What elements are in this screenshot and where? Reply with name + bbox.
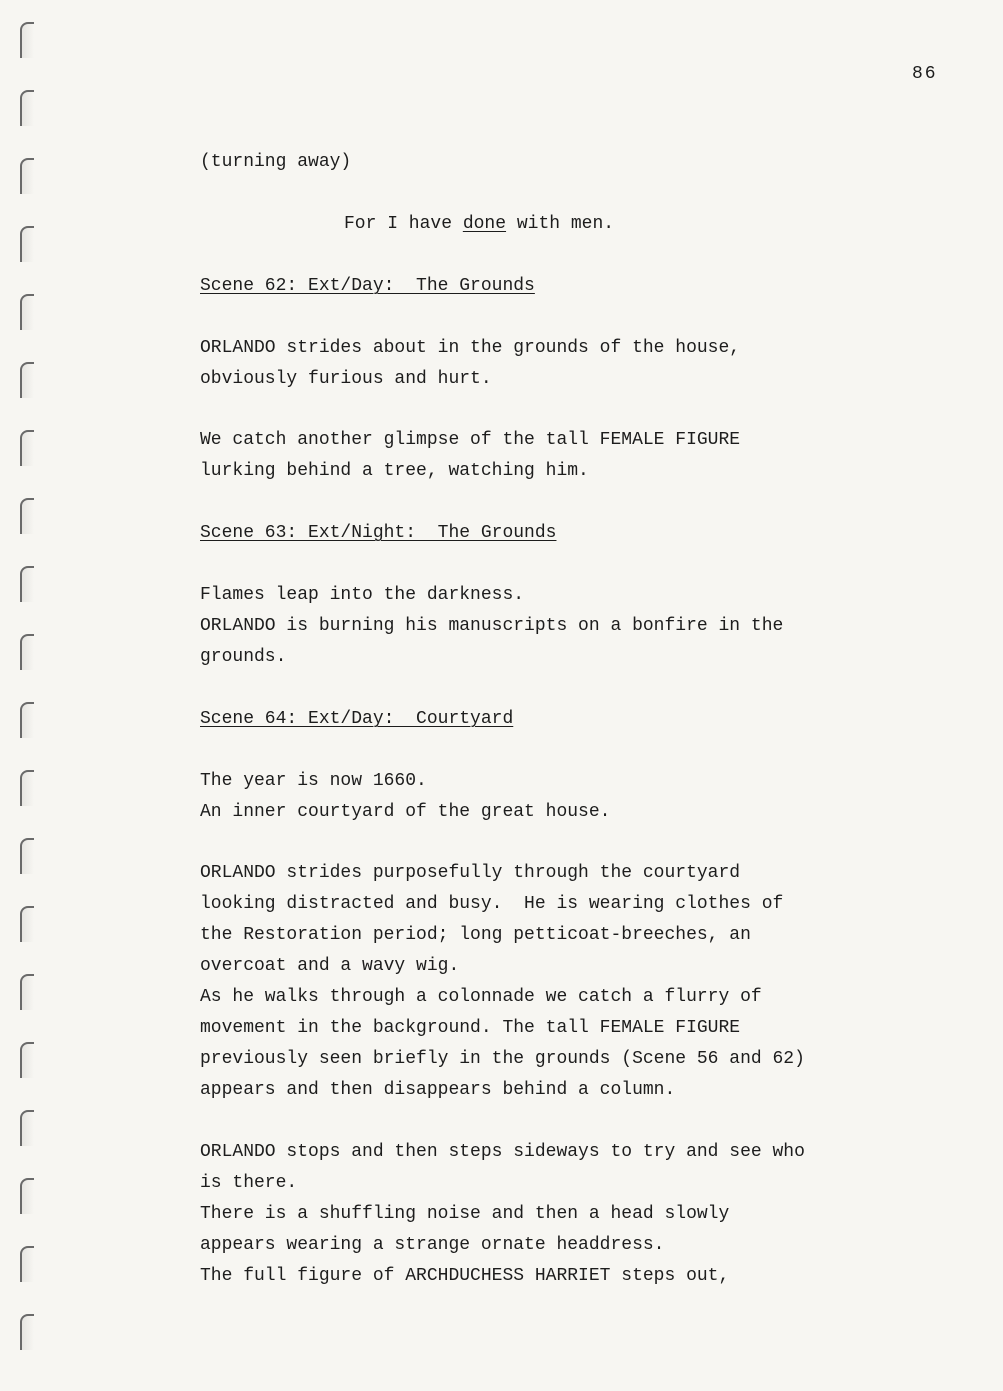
scene-64-line: As he walks through a colonnade we catch a flurry of — [200, 987, 762, 1007]
dialogue-before: For I have — [344, 214, 463, 234]
binding-hole — [20, 158, 34, 194]
binding-hole — [20, 498, 34, 534]
binding-hole — [20, 770, 34, 806]
scene-64-line: looking distracted and busy. He is wearing clothes of — [200, 894, 784, 914]
scene-63-heading: Scene 63: Ext/Night: The Grounds — [200, 523, 557, 543]
binding-hole — [20, 1178, 34, 1214]
scene-64-line: movement in the background. The tall FEMALE FIGURE — [200, 1018, 741, 1038]
binding-hole — [20, 634, 34, 670]
binding-hole — [20, 1042, 34, 1078]
page-number: 86 — [912, 64, 938, 84]
scene-64-line: previously seen briefly in the grounds (Scene 56 and 62) — [200, 1049, 805, 1069]
binding-hole — [20, 362, 34, 398]
scene-62-line: We catch another glimpse of the tall FEMALE FIGURE — [200, 430, 741, 450]
scene-64-line: The full figure of ARCHDUCHESS HARRIET steps out, — [200, 1266, 730, 1286]
scene-62-heading: Scene 62: Ext/Day: The Grounds — [200, 276, 535, 296]
scene-62-line: lurking behind a tree, watching him. — [200, 461, 589, 481]
scene-63-line: grounds. — [200, 647, 287, 667]
binding-hole — [20, 974, 34, 1010]
scene-63-line: Flames leap into the darkness. — [200, 585, 525, 605]
scene-64-line: There is a shuffling noise and then a head slowly — [200, 1204, 730, 1224]
scene-64-line: ORLANDO stops and then steps sideways to try and see who — [200, 1142, 805, 1162]
binding-hole — [20, 702, 34, 738]
binding-hole — [20, 430, 34, 466]
dialogue-after: with men. — [506, 214, 615, 234]
binding-hole — [20, 294, 34, 330]
binding-hole — [20, 226, 34, 262]
scene-64-line: the Restoration period; long petticoat-breeches, an — [200, 925, 751, 945]
binding-hole — [20, 906, 34, 942]
scene-64-line: is there. — [200, 1173, 298, 1193]
binding-hole — [20, 90, 34, 126]
spiral-binding — [14, 0, 44, 1391]
scene-64-line: An inner courtyard of the great house. — [200, 802, 611, 822]
binding-hole — [20, 22, 34, 58]
scene-62-line: obviously furious and hurt. — [200, 369, 492, 389]
binding-hole — [20, 1246, 34, 1282]
dialogue-line — [344, 213, 614, 235]
scene-64-line: appears and then disappears behind a column. — [200, 1080, 676, 1100]
scene-64-line: The year is now 1660. — [200, 771, 427, 791]
scene-64-line: appears wearing a strange ornate headdress. — [200, 1235, 665, 1255]
scene-62-line: ORLANDO strides about in the grounds of the house, — [200, 338, 741, 358]
scene-63-line: ORLANDO is burning his manuscripts on a bonfire in the — [200, 616, 784, 636]
dialogue-emphasis: done — [462, 214, 507, 234]
parenthetical: (turning away) — [200, 152, 352, 172]
scene-64-line: overcoat and a wavy wig. — [200, 956, 460, 976]
binding-hole — [20, 1314, 34, 1350]
binding-hole — [20, 1110, 34, 1146]
scene-64-line: ORLANDO strides purposefully through the courtyard — [200, 863, 741, 883]
scene-64-heading: Scene 64: Ext/Day: Courtyard — [200, 709, 514, 729]
binding-hole — [20, 838, 34, 874]
binding-hole — [20, 566, 34, 602]
